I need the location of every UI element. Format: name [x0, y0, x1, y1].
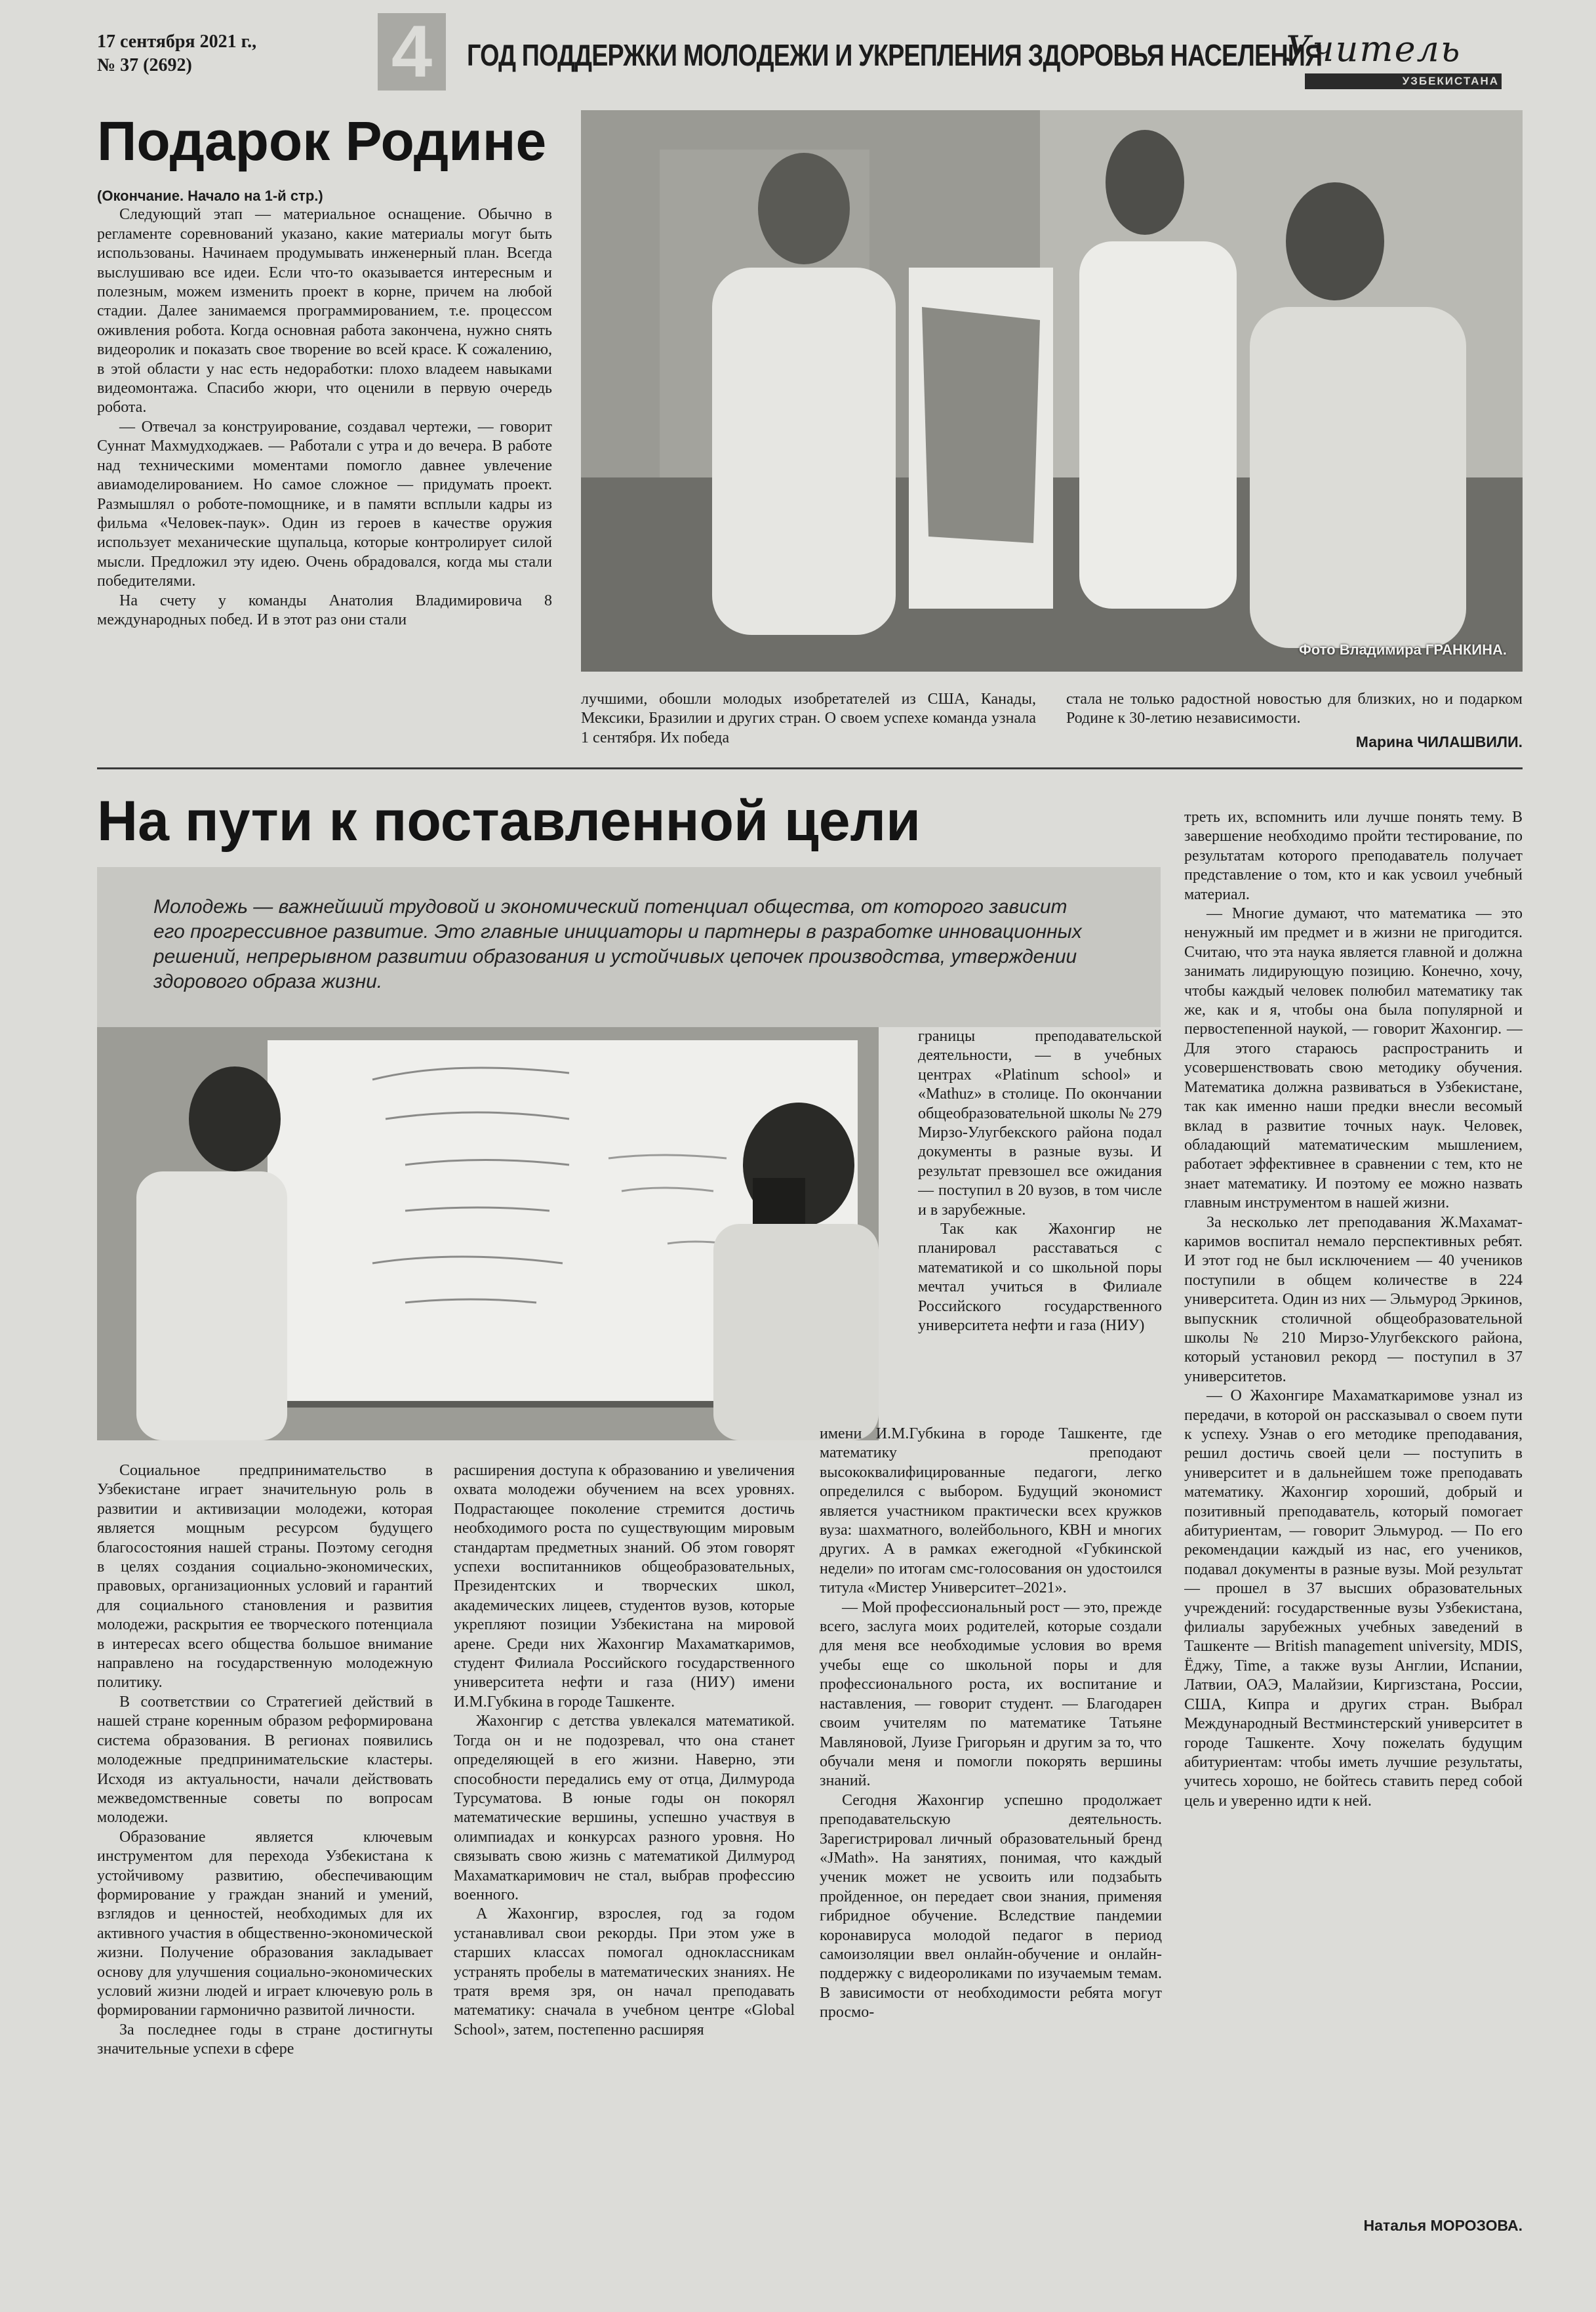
article2-col2 [454, 1461, 795, 2216]
article-divider [97, 767, 1523, 769]
lead-box [97, 867, 1161, 1027]
paragraph: Следующий этап — материальное оснащение. Обычно в регламенте соревнований указано, какие материалы могут быть использованы. Начинаем продумывать инженерный план. Всегда выслушиваю все идеи. Если что-то оказывается интересным и полезным, можем изменить проект в корне, причем на любой стадии. Далее занимаемся программированием, т.е. процессом оживления робота. Когда основная работа закончена, нужно снять видеоролик и показать свое творение во всей красе. К сожалению, в этой области у нас есть недоработки: плохо владеем навыками видеомонтажа. Спасибо жюри, что оценили в первую очередь робота. [97, 206, 552, 416]
paragraph: — Отвечал за конструирование, создавал чертежи, — говорит Суннат Махмудходжаев. — Работали с утра и до вечера. В работе над техническими моментами помогло давнее увлечение авиамоделированием. Но самое сложное — придумать проект. Размышлял о роботе-помощнике, и в памяти всплыли кадры из фильма «Человек-паук». Один из героев в качестве оружия использует механические щупальца, которые контролирует силой мысли. Предложил эту идею. Очень обрадовался, когда мы стали победителями. [97, 418, 552, 590]
paragraph: стала не только радостной новостью для близких, но и подарком Родине к 30-летию независимости. [1066, 691, 1523, 727]
paragraph: лучшими, обошли молодых изобретателей из США, Канады, Мексики, Бразилии и других стран. О своем успехе команда узнала 1 сентября. Их победа [581, 691, 1036, 746]
paragraph: расширения доступа к образованию и увеличения охвата молодежи обучением на всех уровнях. Подрастающее поколение стремится достичь необходимого роста по существующим мировым стандартам предметных знаний. Об этом говорят успехи воспитанников общеобразовательных, Президентских и творческих школ, академических лицеев, студентов вузов, которые укрепляют позиции Узбекистана на мировой арене. Среди них Жахонгир Махаматкаримов, студент Филиала Российского государственного университета нефти и газа (НИУ) имени И.М.Губкина в городе Ташкенте. [454, 1462, 795, 1711]
paragraph: границы преподавательской деятельности, — в учебных центрах «Platinum school» и «Mathuz» в столице. По окончании общеобразовательной школы № 279 Мирзо-Улугбекского района подал документы в разные вузы. И результат превзошел все ожидания — поступил в 20 вузов, в том числе и в зарубежные. [918, 1028, 1162, 1219]
article1-title: Подарок Родине [97, 110, 547, 172]
paragraph: Жахонгир с детства увлекался математикой. Тогда он и не подозревал, что она станет определяющей в его жизни. Наверно, эти способности передались ему от отца, Дилмурода Турсуматова. В юные годы он покорял математические вершины, успешно участвуя в олимпиадах и конкурсах разного уровня. Но связывать свою жизнь с математикой Дилмурод Махаматкаримович не стал, выбрав профессию военного. [454, 1713, 795, 1903]
article2-right-column [1184, 808, 1523, 2212]
paragraph: Социальное предпринимательство в Узбекистане играет значительную роль в развитии и активизации молодежи, которая является мощным ресурсом будущего благосостояния нашей страны. Поэтому сегодня в целях создания социально-экономических, правовых, организационных условий и гарантий для социального становления и развития молодежи, раскрытия ее творческого потенциала в интересах всего общества большое внимание направлено на государственную молодежную политику. [97, 1462, 433, 1692]
paragraph: — Мой профессиональный рост — это, прежде всего, заслуга моих родителей, которые создали для меня все необходимые условия во время учебы еще со школьной поры и для профессионального роста, их воспитание и наставления, — говорит студент. — Благодарен своим учителям по математике Татьяне Мавляновой, Луизе Григорьян и другим за то, что обучали меня и помогли покорять вершины знаний. [820, 1598, 1162, 1790]
logo-subtitle: УЗБЕКИСТАНА [1402, 75, 1499, 87]
paragraph: В соответствии со Стратегией действий в нашей стране коренным образом реформирована система образования. В регионах появились молодежные предпринимательские кластеры. Исходя из актуальности, начали действовать межведомственные советы по вопросам молодежи. [97, 1693, 433, 1827]
date-line: 17 сентября 2021 г., [97, 31, 257, 52]
paragraph: треть их, вспомнить или лучше понять тему. В завершение необходимо пройти тестирование, по результатам которого преподаватель получает представление о том, кто и как усвоил учебный материал. [1184, 809, 1523, 903]
robot-team-photo [581, 110, 1523, 672]
issue-number: № 37 (2692) [97, 55, 192, 75]
paragraph: — Многие думают, что математика — это ненужный им предмет и в жизни не пригодится. Считаю, что эта наука является главной и должна занимать лидирующую позицию. Конечно, хочу, чтобы каждый человек полюбил математику так же, как и я, чтобы она была популярной и первостепенной наукой, — говорит Жахонгир. — Для этого стараюсь распространить и усовершенствовать свою методику обучения. Математика должна развиваться в Узбекистане, так как именно наши предки внесли весомый вклад в развитие точных наук. Человек, обладающий математическим мышлением, работает эффективнее в сравнении с тем, кто не знает математику. И поэтому ее можно назвать главным инструментом в нашей жизни. [1184, 905, 1523, 1212]
paragraph: Сегодня Жахонгир успешно продолжает преподавательскую деятельность. Зарегистрировал личный образовательный бренд «JMath». На занятиях, понимая, что каждый ученик может не усвоить или подзабыть пройденное, он передает свои знания, применяя гибридное обучение. Вследствие пандемии коронавируса молодой педагог в период самоизоляции ввел онлайн-обучение и онлайн-поддержку с видеороликами по изучаемым темам. В зависимости от необходимости ребята могут просмо- [820, 1791, 1162, 2021]
article2-col1 [97, 1461, 433, 2216]
paragraph: имени И.М.Губкина в городе Ташкенте, где математику преподают высококвалифицированные педагоги, легко определился с выбором. Будущий экономист является участником практически всех кружков вуза: шахматного, волейбольного, КВН и многих других. А в рамках ежегодной «Губкинской недели» по итогам смс-голосования он удостоился титула «Мистер Университет–2021». [820, 1425, 1162, 1597]
article1-col3 [1066, 690, 1523, 732]
paragraph: За несколько лет преподавания Ж.Махамат-каримов воспитал немало перспективных ребят. И этот год не был исключением — 40 учеников поступили в общем количестве в 224 университета. Один из них — Эльмурод Эркинов, выпускник столичной общеобразовательной школы № 210 Мирзо-Улугбекского района, который установил рекорд — поступил в 37 университетов. [1184, 1213, 1523, 1385]
section-title: ГОД ПОДДЕРЖКИ МОЛОДЕЖИ И УКРЕПЛЕНИЯ ЗДОРОВЬЯ НАСЕЛЕНИЯ [467, 38, 1323, 72]
article2-lead: Молодежь — важнейший трудовой и экономический потенциал общества, от которого зависит его прогрессивное развитие. Это главные инициаторы и партнеры в разработке инновационных решений, непрерывном развитии образования и устойчивых цепочек производства, утверждении здорового образа жизни. [153, 896, 1082, 992]
paragraph: На счету у команды Анатолия Владимировича 8 международных побед. И в этот раз они стали [97, 592, 552, 628]
page-number: 4 [378, 13, 446, 91]
article2-author: Наталья МОРОЗОВА. [1363, 2217, 1523, 2234]
article1-col2 [581, 690, 1036, 753]
paragraph: — О Жахонгире Махаматкаримове узнал из передачи, в которой он рассказывал о своем пути к успеху. Узнав о его методике преподавания, решил достичь своей цели — поступить в университет и в дальнейшем тоже преподавать математику. Жахонгир хороший, добрый и позитивный преподаватель, который помогает абитуриентам, — говорит Эльмурод. — По его рекомендации каждый из нас, его учеников, подавал документы в разные вузы. Мой результат — прошел в 37 высших образовательных учреждений: государственные вузы Узбекистана, филиалы зарубежных учебных заведений в Ташкенте — British management university, MDIS, Ёджу, Time, а также вузы Англии, Испании, Латвии, ОАЭ, Малайзии, Киргизстана, России, США, Кипра и других стран. Выбрал Международный Вестминстерский университет в городе Ташкенте. Хочу пожелать будущим абитуриентам: чтобы иметь лучшие результаты, учитесь хорошо, не бойтесь ставить перед собой цель и уверенно идти к ней. [1184, 1387, 1523, 1810]
article2-col3-lower [820, 1425, 1162, 2218]
article2-title: На пути к поставленной цели [97, 790, 921, 853]
article2-col3-upper [918, 1027, 1162, 1425]
article1-author: Марина ЧИЛАШВИЛИ. [1355, 733, 1523, 750]
continuation-note: (Окончание. Начало на 1-й стр.) [97, 188, 323, 204]
whiteboard-image [97, 1027, 879, 1440]
photo-caption: Фото Владимира ГРАНКИНА. [1299, 641, 1507, 658]
logo-script: Учитель [1285, 28, 1462, 70]
paragraph: Образование является ключевым инструментом для перехода Узбекистана к устойчивому развитию, обеспечивающим формирование у граждан знаний и умений, взглядов и ценностей, необходимых для их активного участия в общественно-экономической жизни. Получение образования закладывает основу для улучшения социально-экономических условий жизни людей и играет ключевую роль в формировании гармонично развитой личности. [97, 1828, 433, 2019]
article1-col1 [97, 186, 552, 758]
newspaper-logo [1285, 26, 1515, 92]
issue-date [97, 30, 256, 77]
paragraph: За последнее годы в стране достигнуты значительные успехи в сфере [97, 2021, 433, 2058]
paragraph: А Жахонгир, взрослея, год за годом устанавливал свои рекорды. При этом уже в старших классах помогал одноклассникам устранять пробелы в математических знаниях. Не тратя время зря, он начал преподавать математику: сначала в учебном центре «Global School», затем, постепенно расширяя [454, 1905, 795, 2038]
whiteboard-photo [97, 1027, 879, 1440]
robot-team-image [581, 110, 1523, 672]
paragraph: Так как Жахонгир не планировал расставаться с математикой и со школьной поры мечтал учиться в Филиале Российского государственного университета нефти и газа (НИУ) [918, 1221, 1162, 1335]
